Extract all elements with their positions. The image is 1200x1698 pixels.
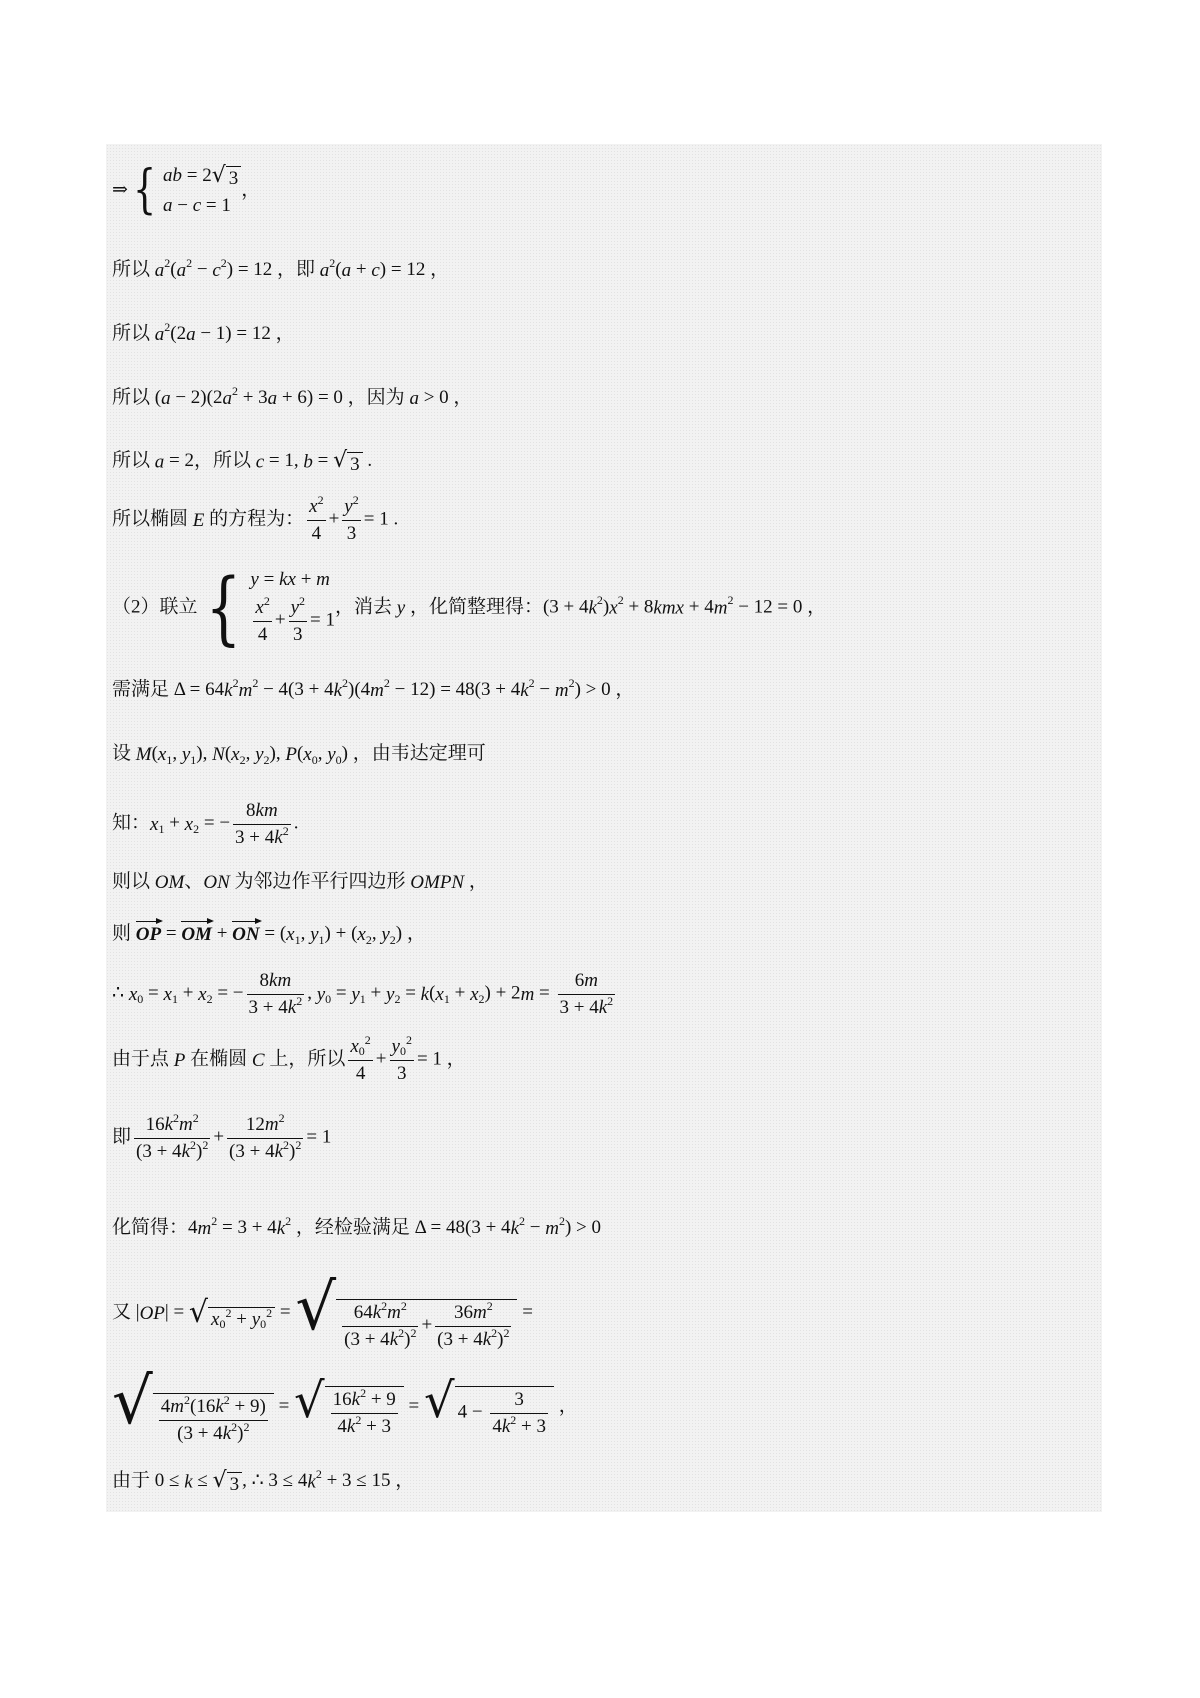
- eq-line-5: 所以 a = 2，所以 c = 1, b = √ 3 .: [112, 448, 373, 475]
- eq-line-8: 需满足 $\Delta = 64k^2m^2 - 4(3 + 4k^2)(4m^2 - 12) = 48(3 + 4k^2 - m^2) > 0$ ，: [112, 675, 635, 702]
- eq-line-10: 知：$x_1 + x_2$ = − $\frac{8km}{3 + 4k^2}$ .: [112, 800, 299, 848]
- eq-line-18: √ $\frac{4m^2(16k^2 + 9)}{(3 + 4k^2)^2}$ = √ $\frac{16k^2 + 9}{4k^2 + 3}$ = √ 4 − $\frac{3}{4k^2 + 3}$ ，: [112, 1365, 578, 1444]
- eq-line-3: 所以 $a^2(2a - 1) = 12$ ，: [112, 319, 295, 346]
- eq-line-2: 所以 $a^2(a^2 - c^2) = 12$ ，即 $a^2(a + c) = 12$ ，: [112, 255, 450, 282]
- eq-line-13: ∴ $x_0 = x_1 + x_2$ = − $\frac{8km}{3 + 4k^2}$ , $y_0 = y_1 + y_2 = k(x_1 + x_2) + 2m$ = $\frac{6m}{3 + 4k^2}$: [112, 970, 614, 1018]
- eq-line-11: 则以 OM、ON 为邻边作平行四边形 OMPN ，: [112, 871, 488, 894]
- solution-page: [106, 144, 1102, 1512]
- eq-line-1: ⇒ { ab = 2√ 3 a − c = 1 ，: [112, 160, 261, 220]
- eq-line-12: 则 OP = OM + ON = ($x_1$, $y_1) + (x_2$, $y_2$) ，: [112, 923, 426, 947]
- eq-line-17: 又 |OP| = √ $x0^2 + y0^2$ = √ $\frac{64k^2m^2}{(3 + 4k^2)^2}$ + $\frac{36m^2}{(3 + 4k^2)^2}$ =: [112, 1271, 533, 1350]
- eq-line-19: 由于 0 ≤ k ≤ √ 3 , ∴ $3 \le 4k^2 + 3 \le 15$ ，: [112, 1466, 415, 1495]
- eq-line-14: 由于点 P 在椭圆 C 上，所以 $\frac{x0^2}{4}$ + $\frac{y0^2}{3}$ = 1 ，: [112, 1033, 466, 1084]
- eq-line-15: 即 $\frac{16k^2m^2}{(3 + 4k^2)^2}$ + $\frac{12m^2}{(3 + 4k^2)^2}$ = 1: [112, 1111, 332, 1162]
- eq-line-7: （2）联立 { y = kx + m $\frac{x^2}{4}$ + $\frac{y^2}{3}$ = 1 ，消去 y ，化简整理得：$(3 + 4k^2)x^2 + 8kmx + 4m^2 - 12 = 0$ ，: [112, 561, 827, 654]
- eq-line-9: 设 $M(x_1$, $y_1$), $N(x_2$, $y_2$), $P(x_0$, $y_0$) ，由韦达定理可: [112, 743, 486, 767]
- eq-line-6: 所以椭圆 E 的方程为： $\frac{x^2}{4}$ + $\frac{y^2}{3}$ = 1 .: [112, 493, 399, 544]
- eq-line-4: 所以 $(a - 2)(2a^2 + 3a + 6) = 0$ ，因为 a > 0 ，: [112, 383, 473, 410]
- eq-line-16: 化简得：$4m^2 = 3 + 4k^2$ ，经检验满足 $\Delta = 48(3 + 4k^2 - m^2) > 0$: [112, 1213, 601, 1240]
